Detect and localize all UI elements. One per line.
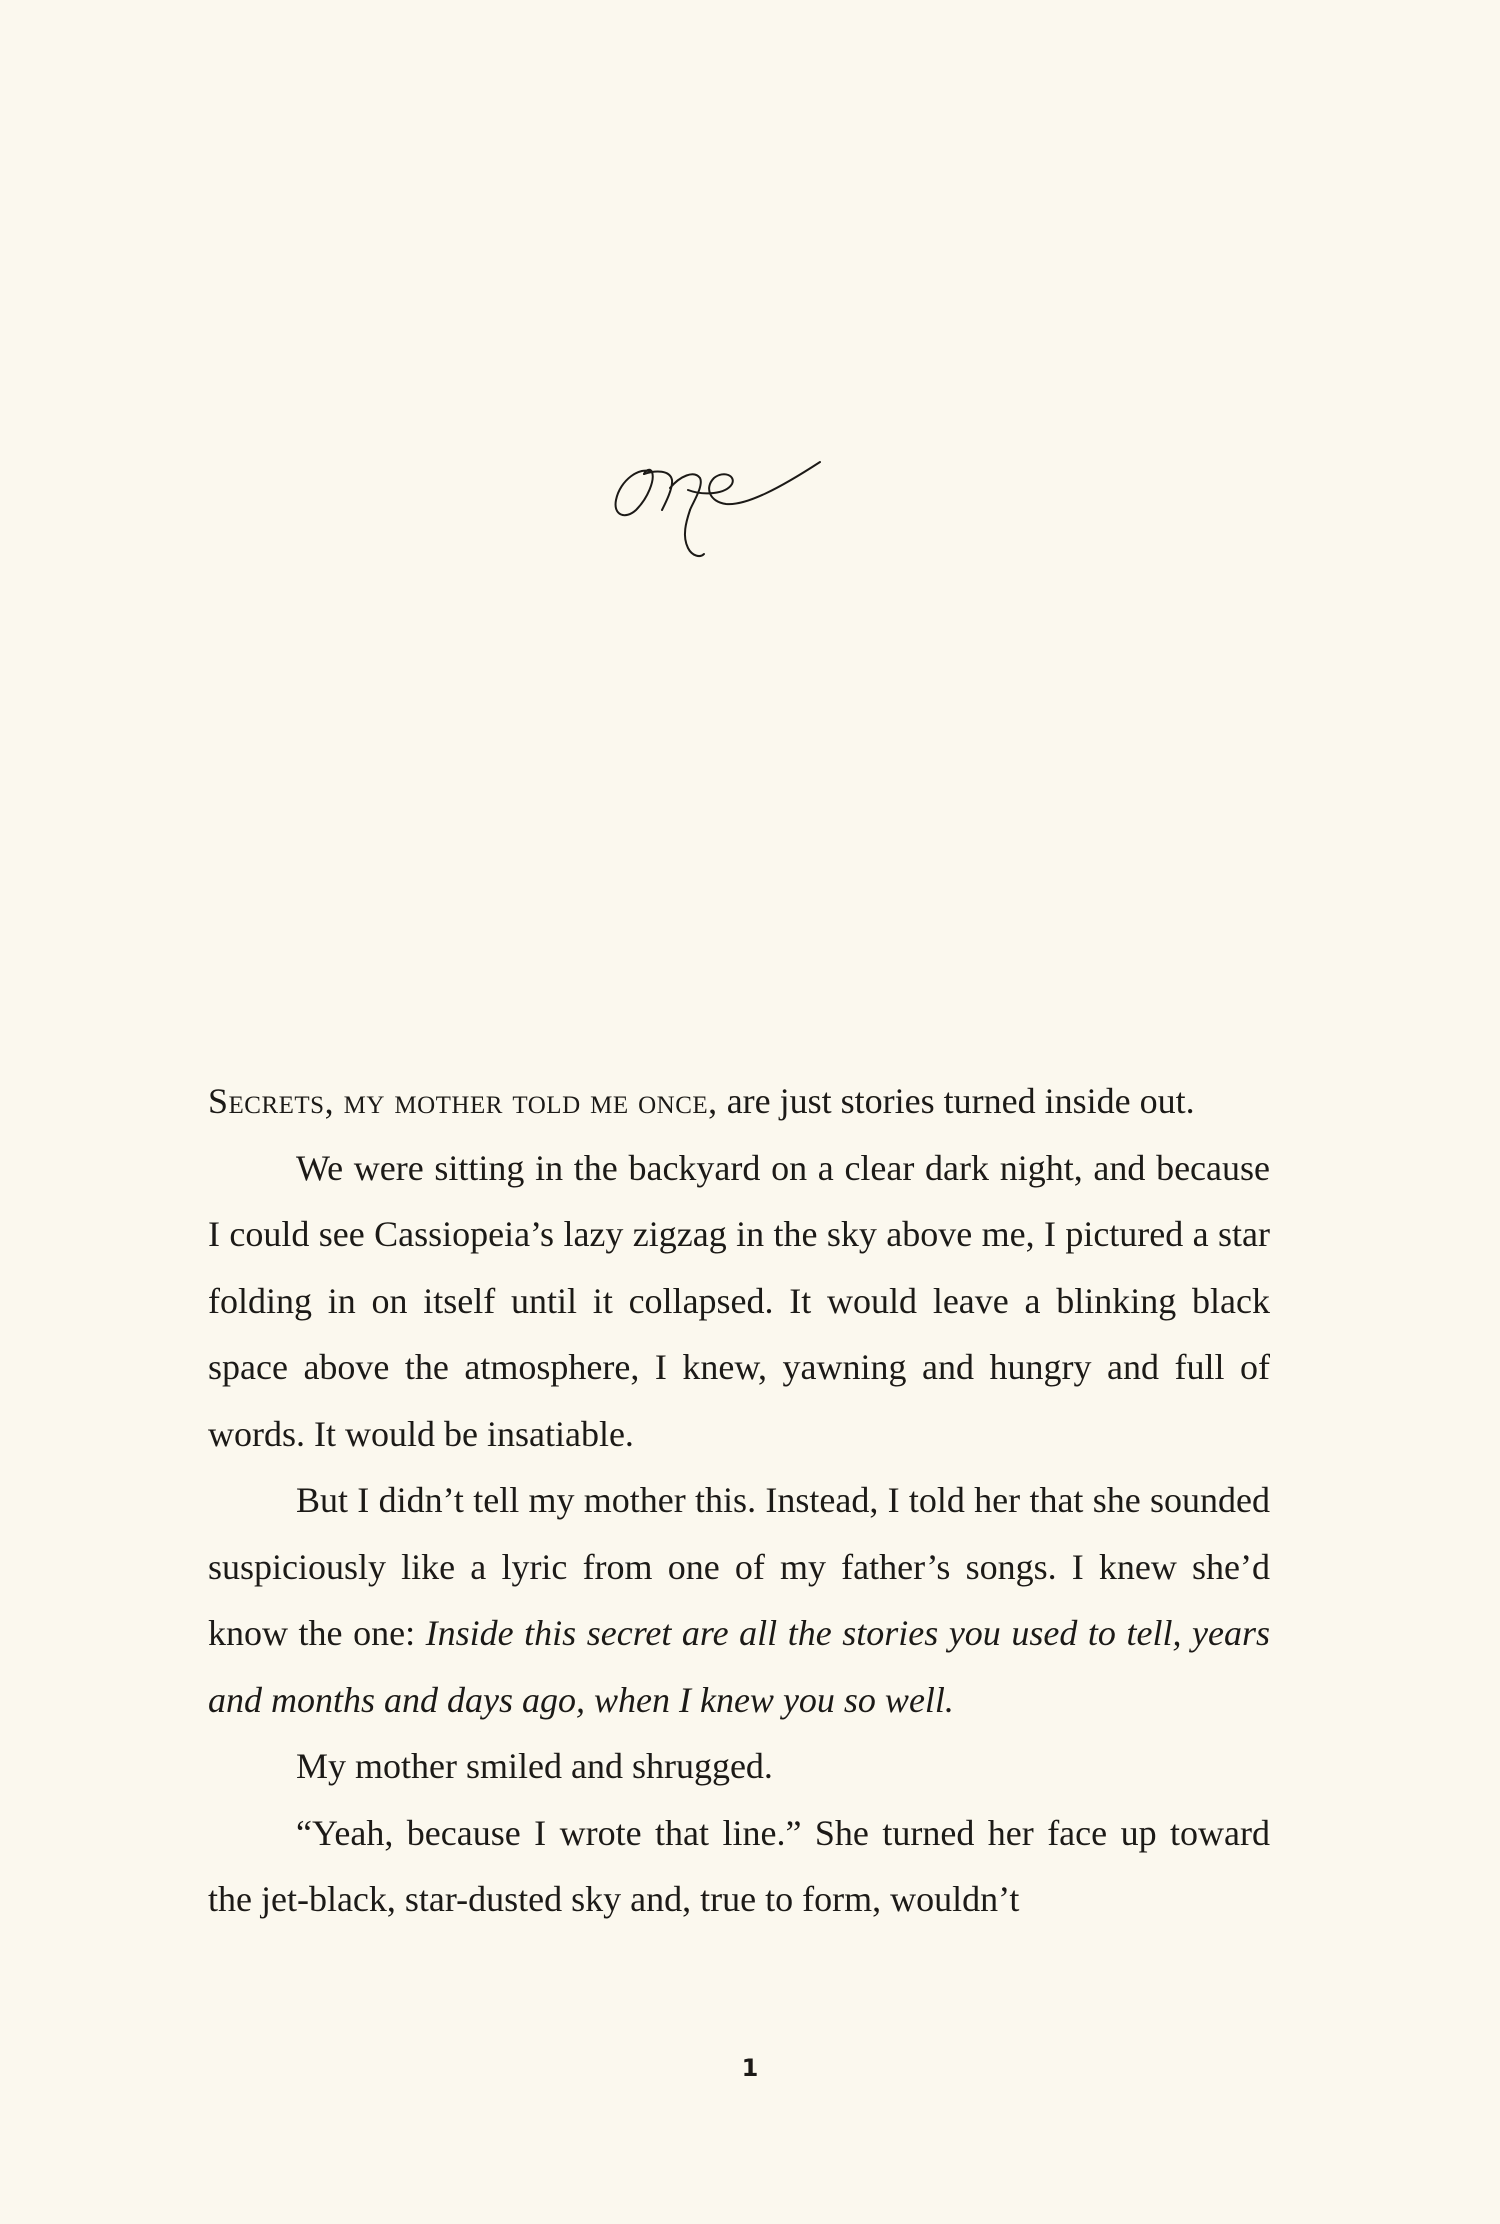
paragraph: “Yeah, because I wrote that line.” She turned her face up toward the jet-black, star-dusted sky and, true to form, wouldn’t [208, 1812, 1270, 1919]
paragraph [208, 1467, 1270, 1733]
paragraph-text: are just stories turned inside out. [717, 1081, 1195, 1121]
chapter-body [208, 1068, 1270, 1933]
paragraph: My mother smiled and shrugged. [296, 1746, 773, 1786]
paragraph: We were sitting in the backyard on a clear dark night, and because I could see Cassiopeia’s lazy zigzag in the sky above me, I pictured a star folding in on itself until it collapsed. It would leave a blinking black space above the atmosphere, I knew, yawning and hungry and full of words. It would be insatiable. [208, 1147, 1270, 1454]
page-number: 1 [741, 2054, 759, 2082]
paragraph-text: But I didn’t tell my mother this. Instead, I told her that she sounded suspiciously like a lyric from one of my father’s songs. I knew she’d know the one: [208, 1480, 1270, 1653]
opening-small-caps: Secrets, my mother told me once, [208, 1081, 718, 1121]
chapter-title-script [600, 440, 900, 580]
song-lyric: Inside this secret are all the stories you used to tell, years and months and days ago, when I knew you so well. [208, 1613, 1270, 1720]
chapter-title [600, 440, 900, 580]
paragraph [208, 1068, 1270, 1135]
